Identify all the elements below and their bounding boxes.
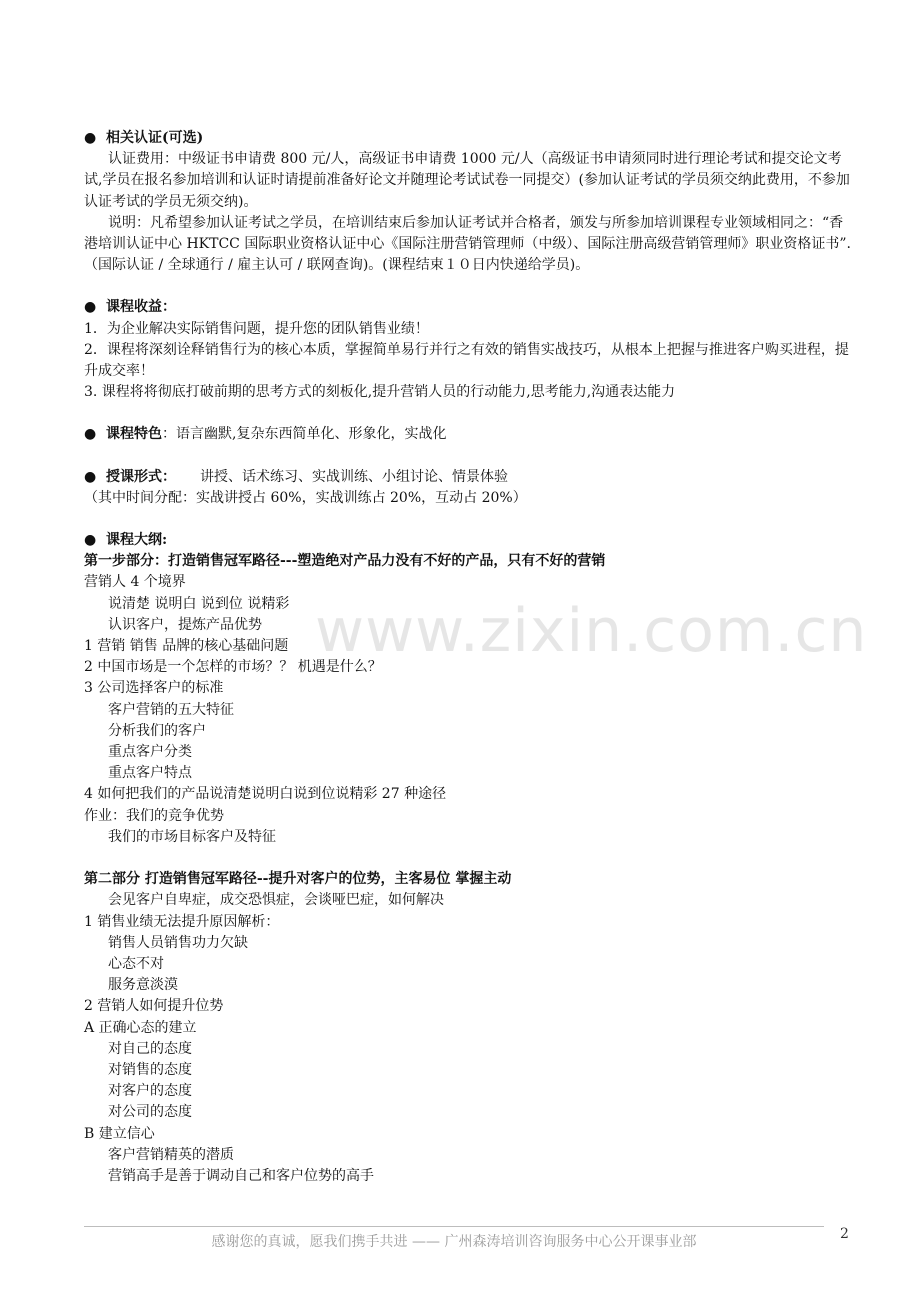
outline-line: 1 营销 销售 品牌的核心基础问题 <box>84 638 289 655</box>
bullet-icon: ● <box>84 299 97 316</box>
outline-line: 重点客户分类 <box>108 744 192 761</box>
bullet-icon: ● <box>84 468 97 485</box>
features-line: ● 课程特色：语言幽默,复杂东西简单化、形象化，实战化 <box>84 424 854 445</box>
outline-line: 分析我们的客户 <box>108 722 206 739</box>
cert-fee: 认证费用：中级证书申请费 800 元/人，高级证书申请费 1000 元/人（高级证书申请须同时进行理论考试和提交论文考试,学员在报名参加培训和认证时请提前准备好论文并随理论考试试卷一同提交）(参加认证考试的学员须交纳此费用，不参加认证考试的学员无须交纳)。 <box>84 151 850 210</box>
outline-line: 4 如何把我们的产品说清楚说明白说到位说精彩 27 种途径 <box>84 786 447 803</box>
bullet-icon: ● <box>84 532 97 549</box>
outline-line: 销售人员销售功力欠缺 <box>108 934 248 951</box>
outline-line: 营销高手是善于调动自己和客户位势的高手 <box>108 1167 374 1184</box>
format-note: （其中时间分配：实战讲授占 60%，实战训练占 20%，互动占 20%） <box>84 489 527 506</box>
outline-line: 对公司的态度 <box>108 1104 192 1121</box>
outline-line: 对客户的态度 <box>108 1083 192 1100</box>
outline-line: 服务意淡漠 <box>108 977 178 994</box>
part2-title: 第二部分 打造销售冠军路径--提升对客户的位势，主客易位 掌握主动 <box>84 871 512 888</box>
bullet-icon: ● <box>84 426 97 443</box>
outline-line: 1 销售业绩无法提升原因解析： <box>84 913 280 930</box>
cert-heading: ● 相关认证(可选) <box>84 128 854 149</box>
page-number: 2 <box>840 1226 849 1242</box>
part1-lines <box>84 572 854 848</box>
benefit-item: 2．课程将深刻诠释销售行为的核心本质，掌握简单易行并行之有效的销售实战技巧，从根本上把握与推进客户购买进程，提升成交率！ <box>84 341 849 380</box>
benefit-item: 3. 课程将将彻底打破前期的思考方式的刻板化,提升营销人员的行动能力,思考能力,沟通表达能力 <box>84 384 676 401</box>
outline-line: B 建立信心 <box>84 1125 155 1142</box>
outline-line: A 正确心态的建立 <box>84 1019 197 1036</box>
benefit-item: 1．为企业解决实际销售问题，提升您的团队销售业绩！ <box>84 320 429 337</box>
part2-lines <box>84 890 854 1187</box>
outline-line: 3 公司选择客户的标准 <box>84 680 224 697</box>
benefits-heading: ● 课程收益： <box>84 297 854 318</box>
footer-text: 感谢您的真诚，愿我们携手共进 —— 广州森涛培训咨询服务中心公开课事业部 <box>211 1234 697 1250</box>
outline-line: 我们的市场目标客户及特征 <box>108 828 276 845</box>
outline-line: 说清楚 说明白 说到位 说精彩 <box>108 595 290 612</box>
document-body <box>84 128 854 1187</box>
outline-line: 对销售的态度 <box>108 1061 192 1078</box>
bullet-icon: ● <box>84 130 97 146</box>
outline-line: 营销人 4 个境界 <box>84 574 186 591</box>
outline-line: 客户营销精英的潜质 <box>108 1146 234 1163</box>
format-line: ● 授课形式： 讲授、话术练习、实战训练、小组讨论、情景体验 <box>84 467 854 488</box>
outline-line: 作业：我们的竞争优势 <box>84 807 224 824</box>
outline-line: 重点客户特点 <box>108 765 192 782</box>
watermark: www.zixin.com.cn <box>315 596 868 666</box>
cert-note: 说明：凡希望参加认证考试之学员，在培训结束后参加认证考试并合格者，颁发与所参加培训课程专业领域相同之：“香港培训认证中心 HKTCC 国际职业资格认证中心《国际注册营销管理师（中级）、国际注册高级营销管理师》职业资格证书”.（国际认证 / 全球通行 / 雇主认可 / 联网查询)。(课程结束１０日内快递给学员)。 <box>84 214 851 274</box>
outline-heading: ● 课程大纲: <box>84 530 854 551</box>
outline-line: 2 中国市场是一个怎样的市场？？ 机遇是什么？ <box>84 659 382 676</box>
outline-line: 对自己的态度 <box>108 1040 192 1057</box>
outline-line: 客户营销的五大特征 <box>108 701 234 718</box>
outline-line: 心态不对 <box>108 955 164 972</box>
part1-title: 第一步部分：打造销售冠军路径---塑造绝对产品力没有不好的产品，只有不好的营销 <box>84 553 606 570</box>
outline-line: 认识客户，提炼产品优势 <box>108 616 262 633</box>
outline-line: 2 营销人如何提升位势 <box>84 998 224 1015</box>
footer-divider <box>84 1226 824 1227</box>
outline-line: 会见客户自卑症，成交恐惧症，会谈哑巴症，如何解决 <box>108 892 444 909</box>
